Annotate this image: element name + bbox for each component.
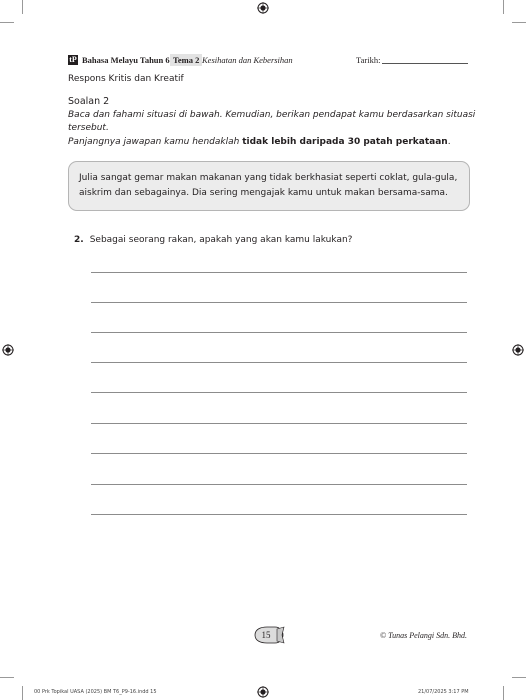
situation-box <box>68 161 470 211</box>
length-suffix: . <box>447 137 451 147</box>
theme-name: Kesihatan dan Kebersihan <box>202 55 293 65</box>
registration-mark-bottom-icon <box>257 686 269 698</box>
answer-line[interactable] <box>91 484 467 485</box>
crop-mark <box>512 22 526 23</box>
question-heading: Soalan 2 <box>68 96 110 107</box>
answer-line[interactable] <box>91 392 467 393</box>
crop-mark <box>0 22 14 23</box>
registration-mark-top-icon <box>257 2 269 14</box>
situation-text: Julia sangat gemar makan makanan yang tidak berkhasiat seperti coklat, gula-gula, aiskrim dan sebagainya. Dia sering mengajak kamu untuk makan bersama-sama. <box>79 173 458 198</box>
answer-line[interactable] <box>91 514 467 515</box>
length-prefix: Panjangnya jawapan kamu hendaklah <box>68 137 240 147</box>
answer-line[interactable] <box>91 302 467 303</box>
date-field[interactable] <box>382 63 468 64</box>
crop-mark <box>503 0 504 14</box>
crop-mark <box>0 677 14 678</box>
registration-mark-right-icon <box>512 344 524 356</box>
crop-mark <box>22 686 23 700</box>
answer-line[interactable] <box>91 272 467 273</box>
question-number: 2. <box>74 235 84 245</box>
length-limit: tidak lebih daripada 30 patah perkataan <box>242 137 448 147</box>
question-text: Sebagai seorang rakan, apakah yang akan kamu lakukan? <box>89 235 353 245</box>
question-item <box>74 235 352 245</box>
answer-line[interactable] <box>91 423 467 424</box>
answer-line[interactable] <box>91 453 467 454</box>
answer-length-rule <box>68 137 451 147</box>
crop-mark <box>503 686 504 700</box>
theme-tag: Tema 2 <box>170 54 202 66</box>
instruction-text: Baca dan fahami situasi di bawah. Kemudian, berikan pendapat kamu berdasarkan situasi tersebut. <box>68 110 476 133</box>
registration-mark-left-icon <box>2 344 14 356</box>
subject-title: Bahasa Melayu Tahun 6 <box>82 55 170 65</box>
page-number: 15 <box>261 630 271 640</box>
answer-line[interactable] <box>91 362 467 363</box>
section-title: Respons Kritis dan Kreatif <box>68 74 184 84</box>
date-label: Tarikh: <box>356 55 381 65</box>
page-header <box>68 54 468 68</box>
publisher-logo-icon: tP <box>69 55 77 64</box>
copyright-notice: © Tunas Pelangi Sdn. Bhd. <box>380 631 467 640</box>
print-slug-date: 21/07/2025 3:17 PM <box>418 689 469 695</box>
crop-mark <box>512 677 526 678</box>
crop-mark <box>22 0 23 14</box>
answer-line[interactable] <box>91 332 467 333</box>
print-slug-file: 00 Prk Topikal UASA (2025) BM T6_P9-16.indd 15 <box>34 689 157 695</box>
